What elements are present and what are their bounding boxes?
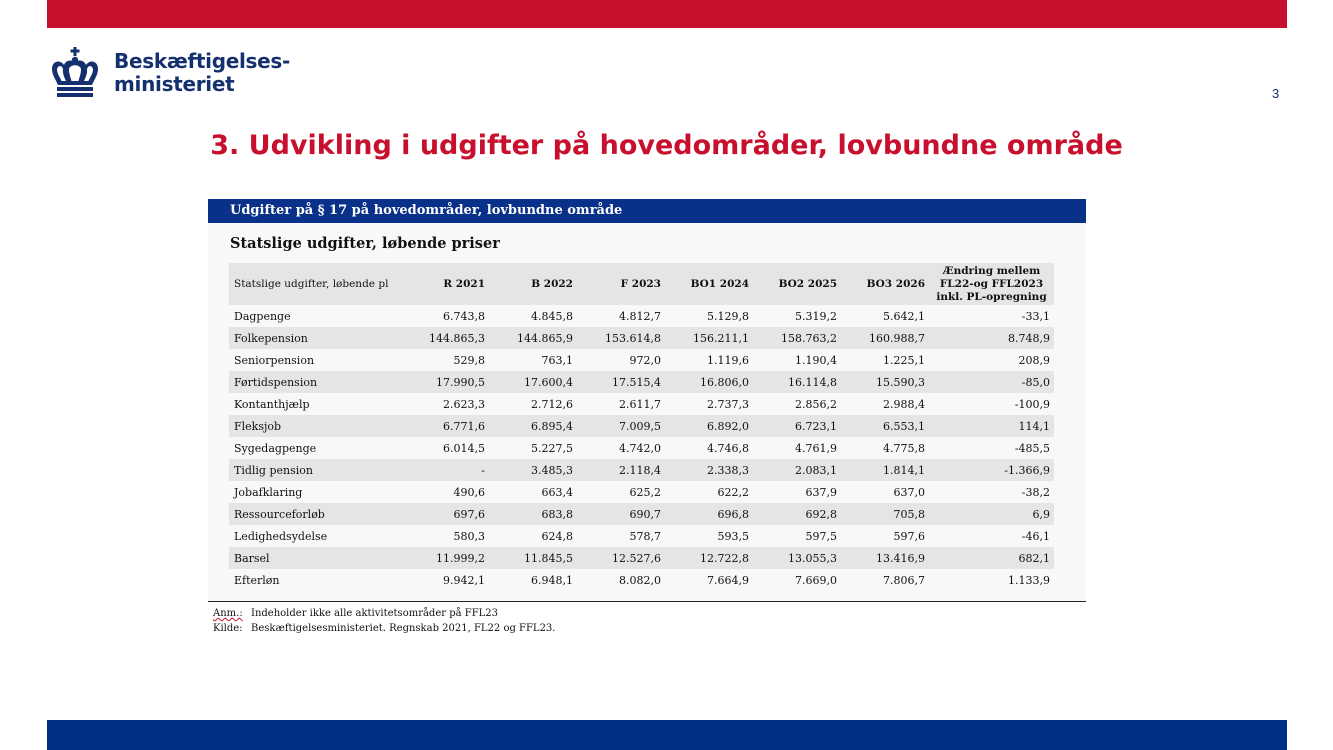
table-cell: 13.055,3 xyxy=(753,547,841,569)
expenditure-table xyxy=(229,263,1054,591)
table-cell: 6.743,8 xyxy=(443,309,485,323)
table-cell: 6.553,1 xyxy=(841,415,929,437)
crown-icon xyxy=(46,47,104,99)
panel-subtitle: Statslige udgifter, løbende priser xyxy=(230,235,500,252)
table-cell: 4.812,7 xyxy=(619,309,661,323)
table-cell: 6.948,1 xyxy=(531,573,573,587)
column-header: Ændring mellem FL22-og FFL2023 inkl. PL-opregning xyxy=(929,263,1054,305)
column-header: B 2022 xyxy=(489,263,577,305)
table-cell: 17.600,4 xyxy=(489,371,577,393)
table-cell: 158.763,2 xyxy=(753,327,841,349)
table-cell: 697,6 xyxy=(401,503,489,525)
table-cell: 2.623,3 xyxy=(443,397,485,411)
row-label: Folkepension xyxy=(229,327,401,349)
table-cell: 4.845,8 xyxy=(531,309,573,323)
table-cell: 153.614,8 xyxy=(577,327,665,349)
table-cell: 763,1 xyxy=(541,353,573,367)
table-cell: 2.856,2 xyxy=(795,397,837,411)
row-label: Fleksjob xyxy=(229,415,401,437)
table-cell: 690,7 xyxy=(577,503,665,525)
ministry-logo xyxy=(46,47,290,99)
table-row xyxy=(229,481,1054,503)
column-header: BO1 2024 xyxy=(665,263,753,305)
row-label: Kontanthjælp xyxy=(234,397,310,411)
row-label: Seniorpension xyxy=(234,353,315,367)
table-cell: 593,5 xyxy=(717,529,749,543)
table-cell: 8.748,9 xyxy=(929,327,1054,349)
note-anm-key: Anm.: xyxy=(213,608,243,619)
table-cell: 3.485,3 xyxy=(489,459,577,481)
panel-header: Udgifter på § 17 på hovedområder, lovbundne område xyxy=(208,199,1086,223)
table-cell: 1.225,1 xyxy=(883,353,925,367)
table-row xyxy=(229,437,1054,459)
note-anm-text: Indeholder ikke alle aktivitetsområder på FFL23 xyxy=(251,608,498,619)
slide-title: 3. Udvikling i udgifter på hovedområder, lovbundne område xyxy=(210,130,1123,161)
table-cell: 16.806,0 xyxy=(665,371,753,393)
table-row xyxy=(229,327,1054,349)
table-cell: 11.845,5 xyxy=(489,547,577,569)
table-cell: -85,0 xyxy=(929,371,1054,393)
table-cell: 6.771,6 xyxy=(401,415,489,437)
table-cell: 1.119,6 xyxy=(707,353,749,367)
table-cell: 4.746,8 xyxy=(707,441,749,455)
table-header-row xyxy=(229,263,1054,305)
table-cell: 156.211,1 xyxy=(665,327,753,349)
table-cell: -1.366,9 xyxy=(929,459,1054,481)
table-cell: 637,0 xyxy=(893,485,925,499)
table-cell: 5.642,1 xyxy=(883,309,925,323)
table-cell: 12.527,6 xyxy=(577,547,665,569)
table-cell: 2.083,1 xyxy=(753,459,841,481)
table-cell: 5.227,5 xyxy=(531,441,573,455)
table-cell: 2.737,3 xyxy=(707,397,749,411)
table-cell: 597,6 xyxy=(893,529,925,543)
table-cell: 16.114,8 xyxy=(753,371,841,393)
table-cell: 15.590,3 xyxy=(841,371,929,393)
table-cell: 7.009,5 xyxy=(577,415,665,437)
table-row xyxy=(229,393,1054,415)
table-cell: -100,9 xyxy=(1014,397,1050,411)
note-kilde-key: Kilde: xyxy=(213,623,243,634)
table-cell: -485,5 xyxy=(1014,441,1050,455)
table-row xyxy=(229,349,1054,371)
table-cell: 637,9 xyxy=(805,485,837,499)
table-cell: 208,9 xyxy=(1018,353,1050,367)
table-cell: 17.515,4 xyxy=(577,371,665,393)
table-cell: 490,6 xyxy=(453,485,485,499)
logo-line-1: Beskæftigelses- xyxy=(114,49,290,73)
table-row xyxy=(229,525,1054,547)
table-cell: 6.723,1 xyxy=(753,415,841,437)
table-row xyxy=(229,415,1054,437)
table-cell: 705,8 xyxy=(841,503,929,525)
table-row xyxy=(229,503,1054,525)
table-cell: 624,8 xyxy=(541,529,573,543)
table-cell: 4.742,0 xyxy=(619,441,661,455)
table-cell: 2.118,4 xyxy=(577,459,665,481)
table-cell: 17.990,5 xyxy=(401,371,489,393)
table-cell: 972,0 xyxy=(629,353,661,367)
page-number: 3 xyxy=(1272,86,1280,101)
table-cell: 4.775,8 xyxy=(883,441,925,455)
table-cell: - xyxy=(401,459,489,481)
column-header: F 2023 xyxy=(577,263,665,305)
table-cell: -46,1 xyxy=(1021,529,1050,543)
row-label: Ledighedsydelse xyxy=(234,529,328,543)
table-row xyxy=(229,547,1054,569)
table-cell: 6.014,5 xyxy=(443,441,485,455)
table-cell: 13.416,9 xyxy=(841,547,929,569)
table-cell: -33,1 xyxy=(1021,309,1050,323)
table-cell: 7.806,7 xyxy=(883,573,925,587)
column-header: R 2021 xyxy=(401,263,489,305)
table-cell: 144.865,3 xyxy=(401,327,489,349)
table-cell: 2.988,4 xyxy=(883,397,925,411)
table-cell: 4.761,9 xyxy=(795,441,837,455)
row-label: Barsel xyxy=(229,547,401,569)
table-cell: 625,2 xyxy=(629,485,661,499)
note-kilde-text: Beskæftigelsesministeriet. Regnskab 2021, FL22 og FFL23. xyxy=(251,623,556,634)
table-cell: 663,4 xyxy=(541,485,573,499)
table-cell: 2.338,3 xyxy=(665,459,753,481)
column-header: BO3 2026 xyxy=(841,263,929,305)
table-cell: 12.722,8 xyxy=(665,547,753,569)
logo-wordmark xyxy=(114,50,290,96)
logo-line-2: ministeriet xyxy=(114,72,235,96)
top-red-bar xyxy=(47,0,1287,28)
table-cell: 7.664,9 xyxy=(707,573,749,587)
table-cell: 6,9 xyxy=(929,503,1054,525)
table-cell: 1.814,1 xyxy=(841,459,929,481)
row-label: Tidlig pension xyxy=(229,459,401,481)
table-cell: 114,1 xyxy=(929,415,1054,437)
table-cell: 2.611,7 xyxy=(619,397,661,411)
table-cell: 5.319,2 xyxy=(795,309,837,323)
table-cell: 597,5 xyxy=(805,529,837,543)
row-label: Efterløn xyxy=(234,573,280,587)
table-cell: 692,8 xyxy=(753,503,841,525)
table-cell: 622,2 xyxy=(717,485,749,499)
note-anm xyxy=(213,606,555,621)
table-row xyxy=(229,459,1054,481)
column-header: BO2 2025 xyxy=(753,263,841,305)
table-notes xyxy=(213,606,555,636)
row-label: Dagpenge xyxy=(234,309,291,323)
table-cell: 160.988,7 xyxy=(841,327,929,349)
table-cell: 683,8 xyxy=(489,503,577,525)
table-cell: 2.712,6 xyxy=(531,397,573,411)
table-cell: -38,2 xyxy=(1021,485,1050,499)
row-label: Jobafklaring xyxy=(234,485,303,499)
note-kilde xyxy=(213,621,555,636)
table-cell: 696,8 xyxy=(665,503,753,525)
table-row xyxy=(229,569,1054,591)
table-cell: 8.082,0 xyxy=(619,573,661,587)
row-label: Sygedagpenge xyxy=(234,441,317,455)
table-cell: 580,3 xyxy=(453,529,485,543)
row-label: Ressourceforløb xyxy=(229,503,401,525)
table-cell: 578,7 xyxy=(629,529,661,543)
bottom-blue-bar xyxy=(47,720,1287,750)
table-cell: 6.895,4 xyxy=(489,415,577,437)
row-label: Førtidspension xyxy=(229,371,401,393)
table-cell: 1.133,9 xyxy=(1008,573,1050,587)
table-cell: 5.129,8 xyxy=(707,309,749,323)
table-row xyxy=(229,305,1054,327)
table-cell: 7.669,0 xyxy=(795,573,837,587)
table-cell: 144.865,9 xyxy=(489,327,577,349)
column-header: Statslige udgifter, løbende pl xyxy=(229,263,401,305)
table-cell: 6.892,0 xyxy=(665,415,753,437)
table-row xyxy=(229,371,1054,393)
table-cell: 11.999,2 xyxy=(401,547,489,569)
table-cell: 9.942,1 xyxy=(443,573,485,587)
table-cell: 1.190,4 xyxy=(795,353,837,367)
table-cell: 529,8 xyxy=(453,353,485,367)
table-cell: 682,1 xyxy=(929,547,1054,569)
table-panel xyxy=(208,199,1086,602)
